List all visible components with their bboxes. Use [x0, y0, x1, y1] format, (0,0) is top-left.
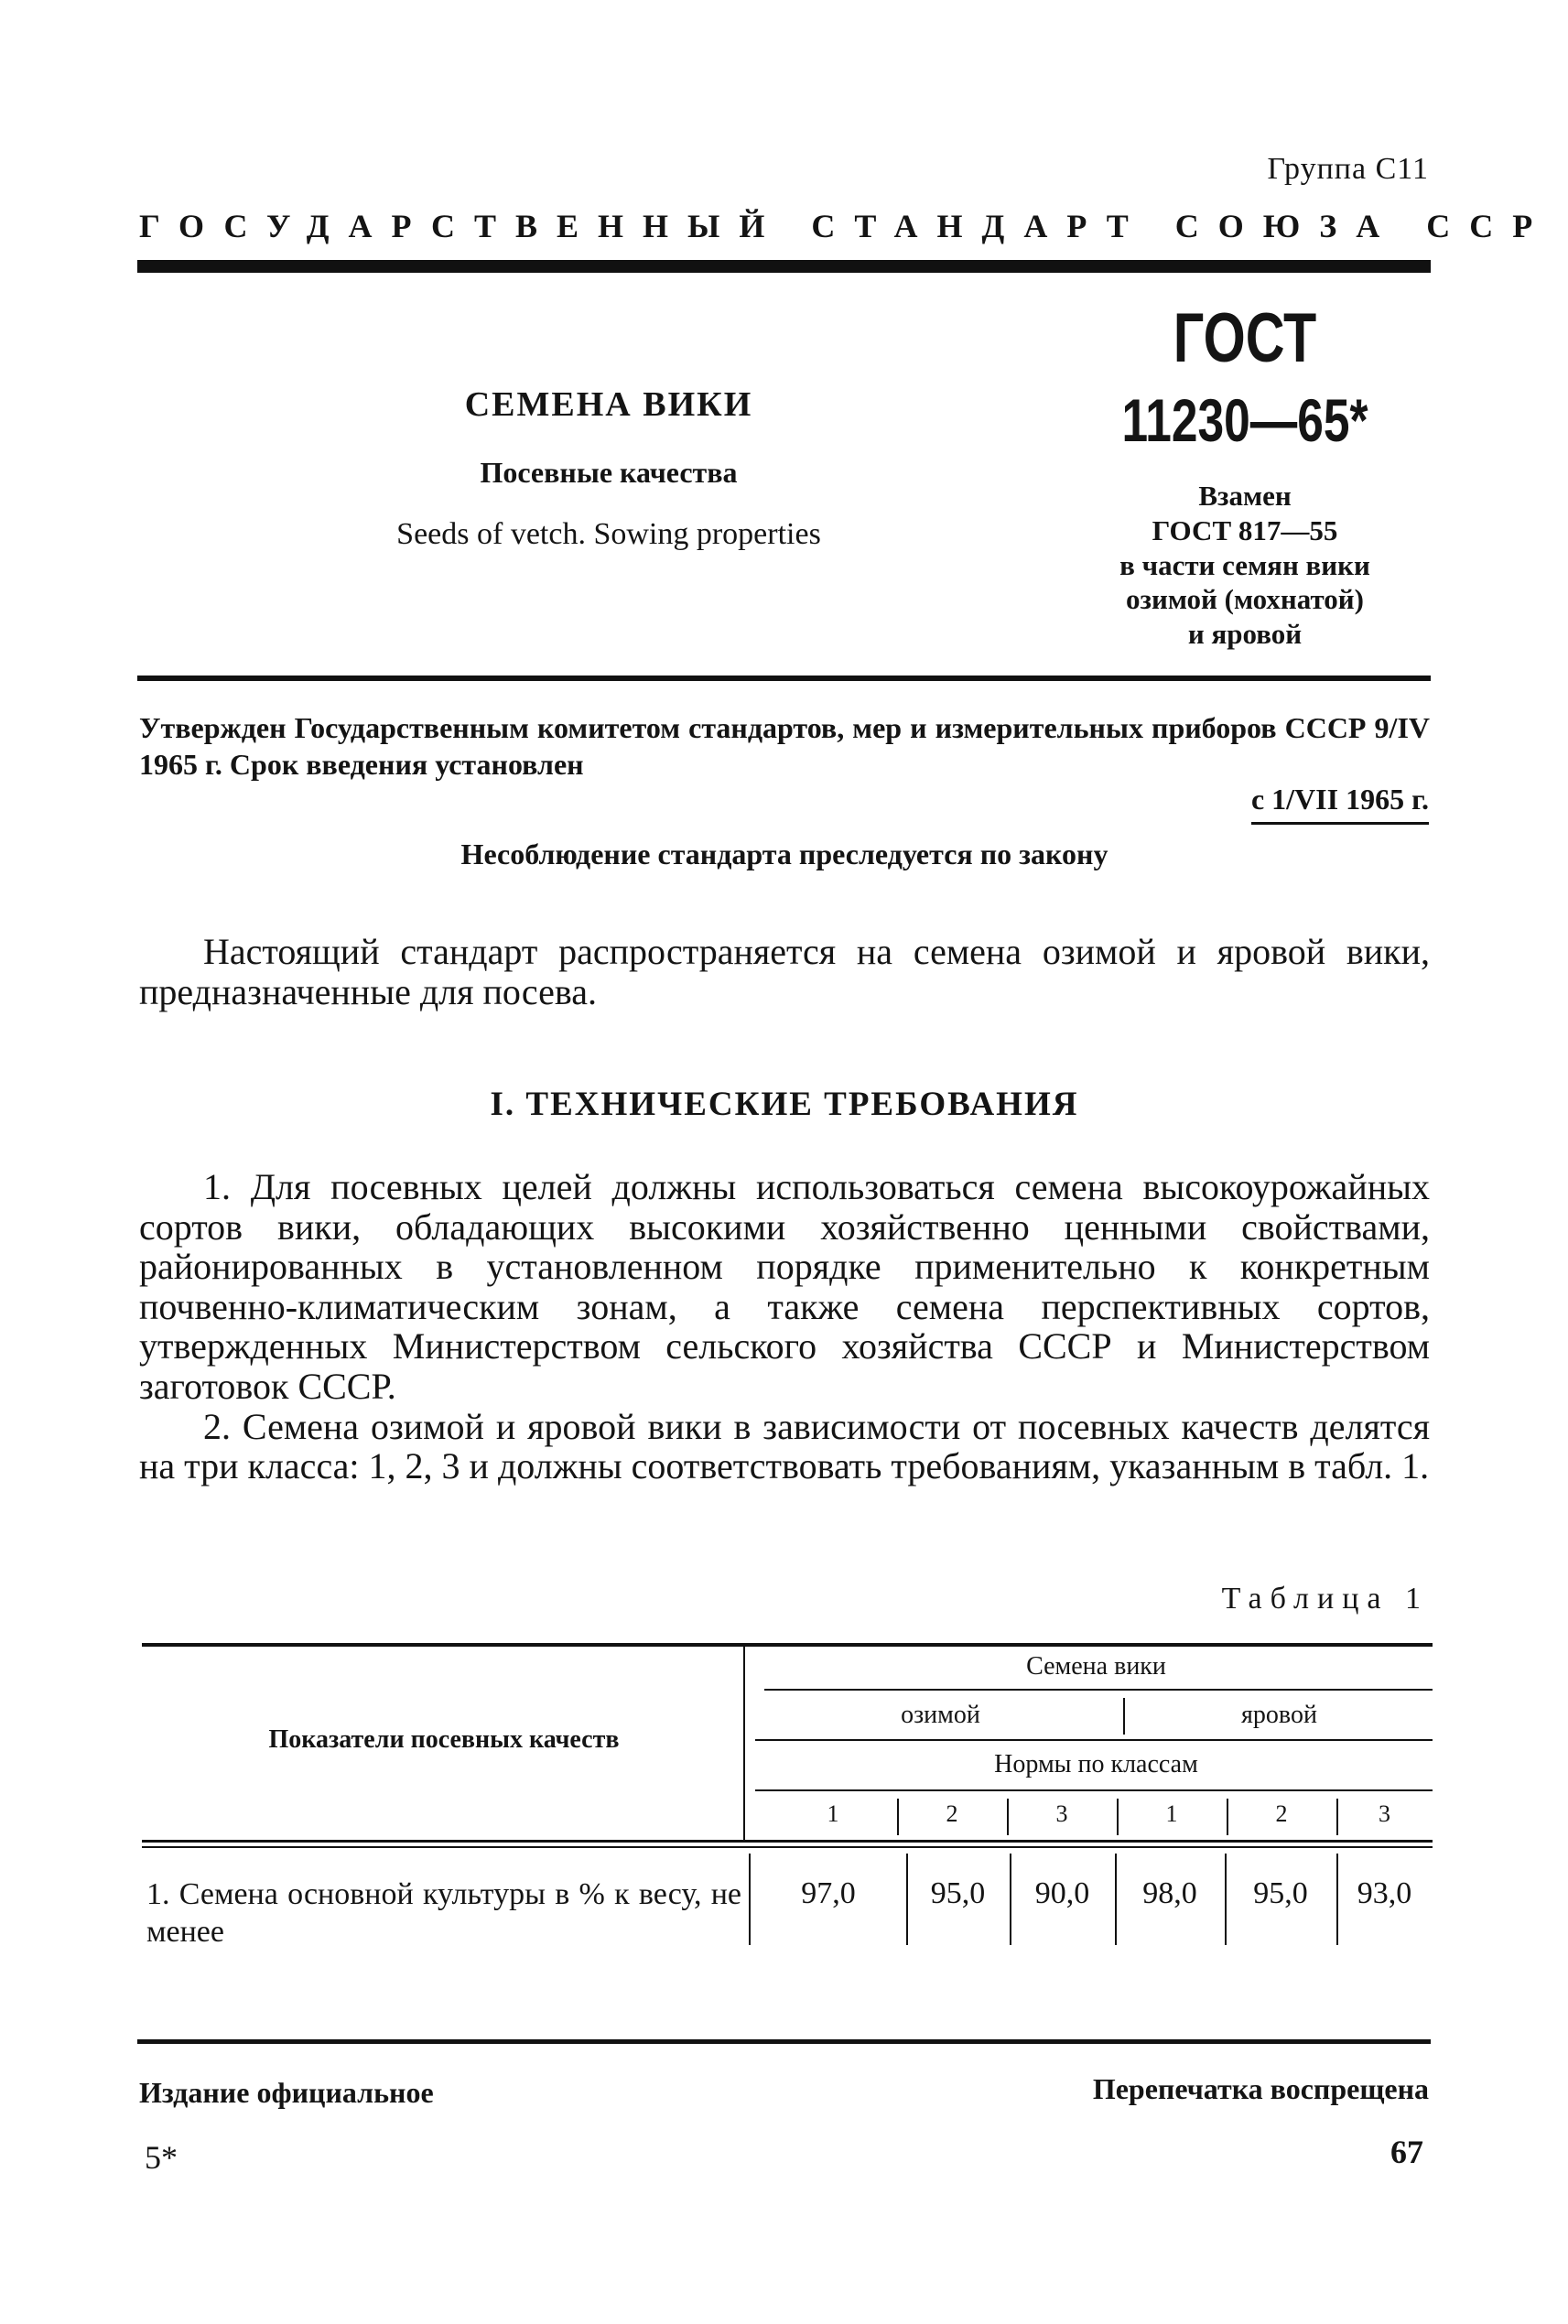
document-subtitle: Посевные качества [480, 456, 738, 489]
table-rule [764, 1689, 1433, 1691]
table-class-header: 1 [1165, 1800, 1178, 1827]
table-label: Таблица 1 [1221, 1582, 1429, 1616]
table-cell-value: 98,0 [1142, 1876, 1197, 1910]
document-title-english: Seeds of vetch. Sowing properties [396, 517, 821, 551]
table-norms-header: Нормы по классам [994, 1750, 1198, 1778]
table-rule [755, 1739, 1433, 1741]
table-cell-value: 97,0 [801, 1876, 856, 1910]
footer-official-edition: Издание официальное [139, 2076, 434, 2109]
table-rule [755, 1789, 1433, 1791]
replaces-line: ГОСТ 817—55 [1152, 513, 1338, 546]
table-class-header: 3 [1055, 1800, 1068, 1827]
replaces-line: Взамен [1198, 479, 1292, 512]
replaces-line: в части семян вики [1119, 548, 1370, 581]
table-column-rule [743, 1646, 745, 1843]
table-class-header: 2 [946, 1800, 958, 1827]
replaces-line: озимой (мохнатой) [1126, 583, 1364, 616]
approval-text: Утвержден Государственным комитетом стандартов, мер и измерительных приборов СССР 9/IV 1965 г. Срок введения установлен [139, 711, 1430, 781]
document-title: СЕМЕНА ВИКИ [464, 385, 753, 424]
page-mark-left: 5* [145, 2139, 178, 2176]
gost-label: ГОСТ [1173, 299, 1317, 377]
footer-reprint-note: Перепечатка воспрещена [1092, 2072, 1429, 2105]
table-sub-header: озимой [901, 1701, 980, 1729]
footer-rule [137, 2039, 1431, 2044]
table-cell-value: 93,0 [1357, 1876, 1412, 1910]
table-top-rule [142, 1643, 1433, 1647]
table-cell-value: 95,0 [1253, 1876, 1308, 1910]
replaces-line: и яровой [1187, 618, 1303, 651]
table-header-rule [142, 1846, 1433, 1848]
table-cell-value: 95,0 [930, 1876, 986, 1910]
approval-date: с 1/VII 1965 г. [1251, 783, 1429, 825]
table-header-rule [142, 1840, 1433, 1843]
gost-number: 11230—65* [1121, 385, 1368, 454]
table-class-header: 2 [1275, 1800, 1288, 1827]
intro-text: Настоящий стандарт распространяется на семена озимой и яровой вики, предназначенные для посева. [139, 931, 1430, 1012]
table-class-header: 1 [827, 1800, 839, 1827]
paragraph-2: 2. Семена озимой и яровой вики в зависимости от посевных качеств делятся на три класса: 1, 2, 3 и должны соответствовать требованиям, указанным в табл. 1. [139, 1405, 1430, 1487]
legal-note: Несоблюдение стандарта преследуется по закону [460, 838, 1108, 870]
standard-title: ГОСУДАРСТВЕННЫЙ СТАНДАРТ СОЮЗА ССР [139, 208, 1552, 244]
page-number: 67 [1390, 2134, 1423, 2170]
section-title: I. ТЕХНИЧЕСКИЕ ТРЕБОВАНИЯ [490, 1086, 1079, 1123]
table-group-header: Семена вики [1026, 1652, 1166, 1681]
table-column-rule [1123, 1698, 1125, 1735]
table-row-header: Показатели посевных качеств [268, 1725, 620, 1754]
table-sub-header: яровой [1241, 1701, 1317, 1729]
table-row-label: 1. Семена основной культуры в % к весу, не менее [146, 1877, 741, 1949]
table-cell-value: 90,0 [1034, 1876, 1090, 1910]
paragraph-1: 1. Для посевных целей должны использоваться семена высокоурожайных сортов вики, обладающих высокими хозяйственно ценными свойствами, районированных в установленном порядке применительно к конкретным почвенно-климатическим зонам, а также семена перспективных сортов, утвержденных Министерством сельского хозяйства СССР и Министерством заготовок СССР. [139, 1166, 1430, 1407]
group-label: Группа С11 [1267, 152, 1429, 186]
table-class-header: 3 [1379, 1800, 1390, 1827]
